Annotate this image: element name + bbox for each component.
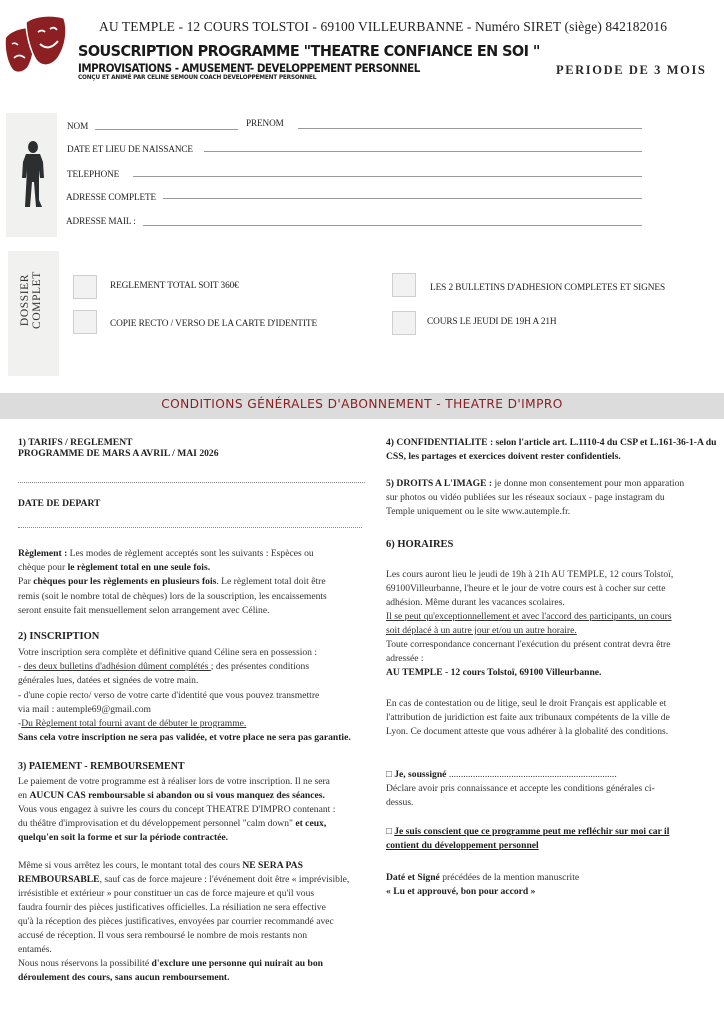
naissance-input[interactable] (204, 151, 642, 152)
date-depart-dotted-field[interactable] (18, 527, 362, 528)
reglement-text: remis (soit le nombre total de chèques) lors de la souscription, les encaissements (18, 591, 327, 602)
telephone-input[interactable] (133, 176, 642, 177)
conditions-banner-title: CONDITIONS GÉNÉRALES D'ABONNEMENT - THEATRE D'IMPRO (161, 397, 563, 411)
litige-text: En cas de contestation ou de litige, seul le droit Français est applicable et (386, 698, 667, 709)
remboursement-text: faudra fournir des pièces justificatives officielles. La résiliation ne sera effective (18, 902, 326, 913)
section-3-title: 3) PAIEMENT - REMBOURSEMENT (18, 761, 185, 772)
programme-label: PROGRAMME DE MARS A AVRIL / MAI 2026 (18, 448, 219, 459)
remboursement-text: Même si vous arrêtez les cours, le montant total des cours NE SERA PAS (18, 860, 303, 871)
checkbox-conscient[interactable]: □ (386, 826, 392, 837)
page-title: SOUSCRIPTION PROGRAMME "THEATRE CONFIANCE EN SOI " (78, 42, 540, 60)
litige-text: l'attribution de juridiction est faite aux tribunaux compétents de la ville de (386, 712, 670, 723)
paiement-text: Vous vous engagez à suivre les cours du concept THEATRE D'IMPRO contenant : (18, 804, 336, 815)
checkbox-soussigne[interactable]: □ (386, 769, 392, 780)
nom-label: NOM (67, 121, 89, 131)
paiement-text: en AUCUN CAS remboursable si abandon ou si vous manquez des séances. (18, 790, 325, 801)
declaration-text: Déclare avoir pris connaissance et accepte les conditions générales ci- (386, 783, 655, 794)
remboursement-text: entamés. (18, 944, 52, 955)
prenom-input[interactable] (298, 128, 642, 129)
checkbox-label-cours-jeudi: COURS LE JEUDI DE 19H A 21H (427, 317, 557, 327)
theatre-masks-icon (4, 14, 70, 76)
remboursement-text: qu'à la réception des pièces justificatives, envoyées par courrier recommandé avec (18, 916, 334, 927)
remboursement-text: accusé de réception. Il vous sera remboursé le nombre de mois restants non (18, 930, 308, 941)
dossier-label-line1: DOSSIER (19, 273, 31, 327)
inscription-text: -Du Règlement total fourni avant de débuter le programme. (18, 718, 247, 729)
section-6-title: 6) HORAIRES (386, 539, 454, 550)
date-depart-label: DATE DE DEPART (18, 498, 101, 509)
remboursement-text: irrésistible et extérieur » pour constituer un cas de force majeure et qu'il vous (18, 888, 315, 899)
credit-line: CONÇU ET ANIMÉ PAR CELINE SEMOUN COACH DEVELOPPEMENT PERSONNEL (78, 75, 317, 81)
horaires-text: soit déplacé à un autre jour et/ou un autre horaire. (386, 625, 577, 636)
remboursement-text: Nous nous réservons la possibilité d'exclure une personne qui nuirait au bon (18, 958, 323, 969)
reglement-text: chèque pour le règlement total en une seule fois. (18, 562, 211, 573)
section-1-title: 1) TARIFS / REGLEMENT (18, 437, 133, 448)
dossier-side-label (19, 260, 43, 340)
remboursement-text: REMBOURSABLE, sauf cas de force majeure : l'événement doit être « imprévisible, (18, 874, 350, 885)
mail-input[interactable] (143, 225, 642, 226)
inscription-text: générales lues, datées et signées de votre main. (18, 675, 199, 686)
adresse-input[interactable] (163, 198, 642, 199)
horaires-text: Il se peut qu'exceptionnellement et avec l'accord des participants, un cours (386, 611, 672, 622)
reglement-text: seront ensuite fait mensuellement selon arrangement avec Céline. (18, 605, 270, 616)
conscient-line[interactable]: □ Je suis conscient que ce programme peut me refléchir sur moi car il (386, 826, 670, 837)
checkbox-cours-jeudi[interactable] (392, 311, 416, 335)
checkbox-reglement[interactable] (73, 275, 97, 299)
person-silhouette-icon (18, 140, 48, 210)
checkbox-label-carte-identite: COPIE RECTO / VERSO DE LA CARTE D'IDENTITE (110, 319, 318, 329)
dossier-label-line2: COMPLET (31, 271, 43, 329)
inscription-warning: Sans cela votre inscription ne sera pas validée, et votre place ne sera pas garantie. (18, 732, 351, 743)
period-label: PERIODE DE 3 MOIS (556, 63, 707, 77)
nom-input[interactable] (95, 129, 238, 130)
checkbox-label-reglement: REGLEMENT TOTAL SOIT 360€ (110, 281, 239, 291)
inscription-text: Votre inscription sera complète et définitive quand Céline sera en possession : (18, 647, 318, 658)
telephone-label: TELEPHONE (67, 169, 120, 179)
reglement-text: Règlement : Les modes de règlement acceptés sont les suivants : Espèces ou (18, 548, 314, 559)
horaires-text: adhésion. Même durant les vacances scolaires. (386, 597, 565, 608)
inscription-email: via mail : autemple69@gmail.com (18, 704, 151, 715)
section-2-title: 2) INSCRIPTION (18, 631, 100, 642)
address-line: AU TEMPLE - 12 COURS TOLSTOI - 69100 VILLEURBANNE - Numéro SIRET (siège) 842182016 (99, 19, 668, 34)
section-4-confidentialite: CSS, les partages et exercices doivent rester confidentiels. (386, 451, 621, 462)
section-5-droits-image: 5) DROITS A L'IMAGE : je donne mon consentement pour mon apparation (386, 478, 685, 489)
checkbox-carte-identite[interactable] (73, 310, 97, 334)
checkbox-label-bulletins: LES 2 BULLETINS D'ADHESION COMPLETES ET SIGNES (430, 283, 666, 293)
prenom-label: PRENOM (246, 118, 284, 128)
conscient-line-2: contient du développement personnel (386, 840, 539, 851)
section-4-confidentialite: 4) CONFIDENTIALITE : selon l'article art. L.1110-4 du CSP et L.161-36-1-A du (386, 437, 717, 448)
date-signature-text: Daté et Signé précédées de la mention manuscrite (386, 872, 580, 883)
declaration-text: dessus. (386, 797, 414, 808)
paiement-text: Le paiement de votre programme est à réaliser lors de votre inscription. Il ne sera (18, 776, 330, 787)
inscription-text: - des deux bulletins d'adhésion dûment complétés ; des présentes conditions (18, 661, 310, 672)
page-subtitle: IMPROVISATIONS - AMUSEMENT- DEVELOPPEMENT PERSONNEL (78, 62, 420, 75)
adresse-label: ADRESSE COMPLETE (66, 192, 157, 202)
remboursement-text: déroulement des cours, sans aucun remboursement. (18, 972, 230, 983)
naissance-label: DATE ET LIEU DE NAISSANCE (67, 144, 193, 154)
lu-approuve-text: « Lu et approuvé, bon pour accord » (386, 886, 536, 897)
horaires-text: Toute correspondance concernant l'exécution du présent contrat devra être (386, 639, 671, 650)
mail-label: ADRESSE MAIL : (66, 216, 136, 226)
horaires-text: adressée : (386, 653, 424, 664)
reglement-text: Par chèques pour les règlements en plusieurs fois. Le règlement total doit être (18, 576, 326, 587)
paiement-text: quelqu'en soit la forme et sur la période contractée. (18, 832, 229, 843)
checkbox-bulletins[interactable] (392, 273, 416, 297)
horaires-text: 69100Villeurbanne, l'heure et le jour de votre cours est à cocher sur cette (386, 583, 666, 594)
soussigne-line[interactable]: □ Je, soussigné ...................................................................... (386, 769, 617, 780)
inscription-text: - d'une copie recto/ verso de votre carte d'identité que vous pouvez transmettre (18, 690, 320, 701)
programme-dotted-field[interactable] (18, 482, 365, 483)
section-5-droits-image: sur photos ou vidéo publiées sur les réseaux sociaux - page instagram du (386, 492, 665, 503)
section-5-droits-image: Temple uniquement ou le site www.autemple.fr. (386, 506, 571, 517)
litige-text: Lyon. Ce document atteste que vous adhérer à la globalité des conditions. (386, 726, 669, 737)
correspondence-address: AU TEMPLE - 12 cours Tolstoï, 69100 Villeurbanne. (386, 667, 602, 678)
horaires-text: Les cours auront lieu le jeudi de 19h à 21h AU TEMPLE, 12 cours Tolstoï, (386, 569, 674, 580)
paiement-text: du théâtre d'improvisation et du développement personnel "calm down" et ceux, (18, 818, 327, 829)
